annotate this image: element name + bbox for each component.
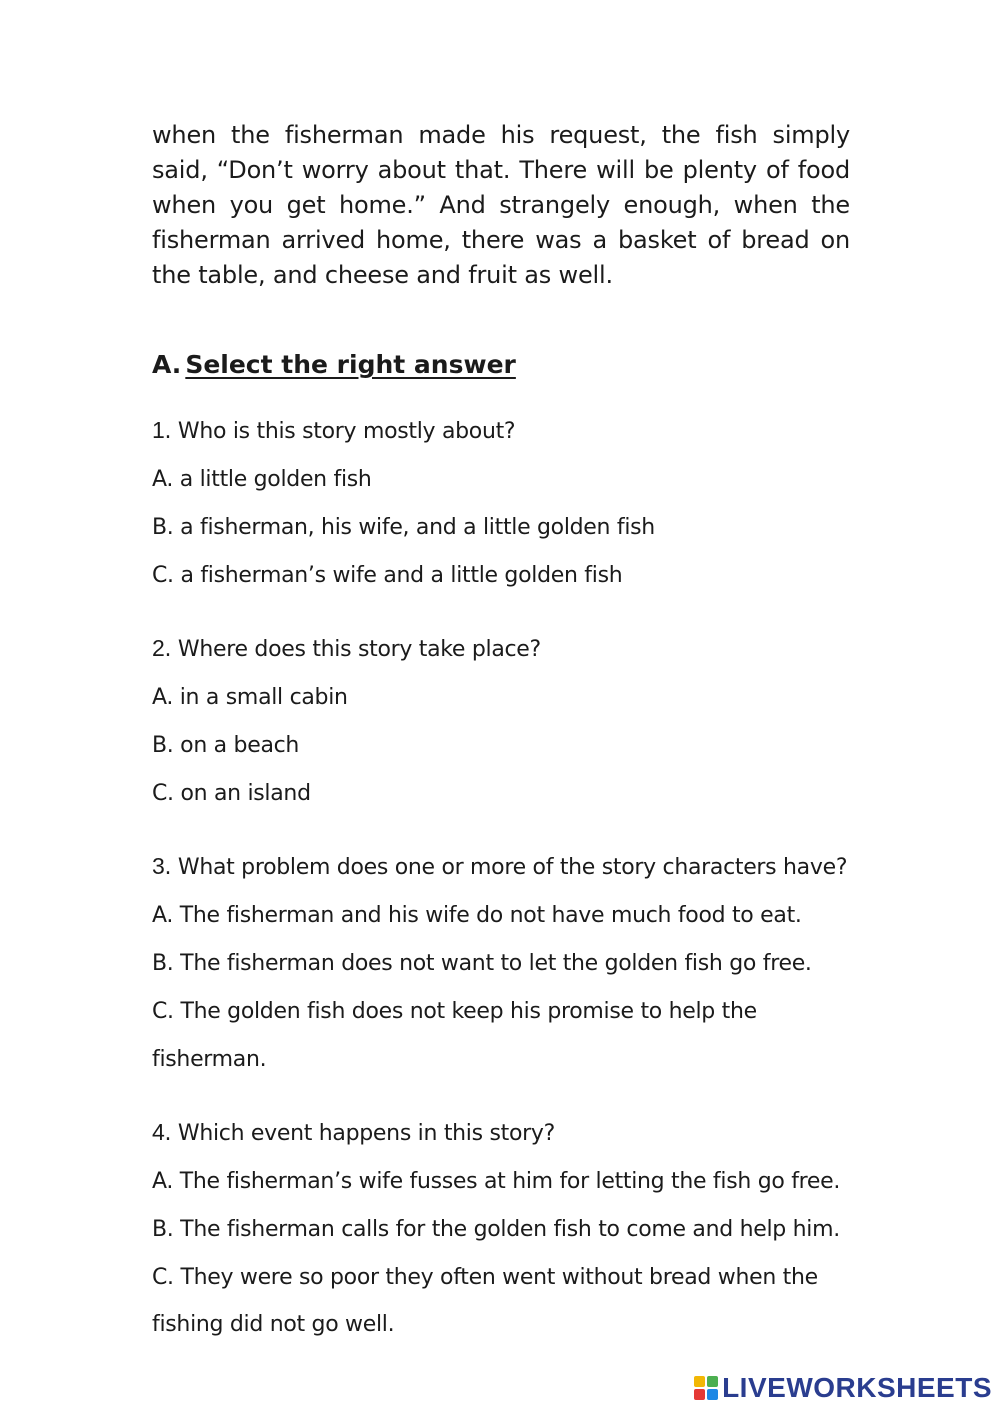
- question-4: [152, 1108, 850, 1348]
- question-number: 4: [152, 1119, 165, 1145]
- answer-option[interactable]: C. a fisherman’s wife and a little golden fish: [152, 563, 623, 588]
- answer-option[interactable]: B. The fisherman does not want to let the golden fish go free.: [152, 951, 812, 976]
- section-title: Select the right answer: [185, 350, 516, 379]
- question-1: [152, 406, 850, 600]
- answer-option[interactable]: B. on a beach: [152, 733, 300, 758]
- answer-option[interactable]: A. a little golden fish: [152, 467, 372, 492]
- question-number: 3: [152, 853, 165, 879]
- question-text: 2. Where does this story take place?: [152, 635, 541, 662]
- section-prefix: A.: [152, 350, 182, 379]
- answer-option[interactable]: B. The fisherman calls for the golden fish to come and help him.: [152, 1217, 840, 1242]
- question-text: 4. Which event happens in this story?: [152, 1119, 555, 1146]
- answer-option[interactable]: A. in a small cabin: [152, 685, 348, 710]
- logo-text: LIVEWORKSHEETS: [722, 1372, 992, 1403]
- answer-option[interactable]: A. The fisherman and his wife do not have much food to eat.: [152, 903, 802, 928]
- answer-option[interactable]: C. The golden fish does not keep his promise to help the fisherman.: [152, 999, 757, 1072]
- logo-square: [707, 1376, 718, 1387]
- logo-square: [707, 1389, 718, 1400]
- liveworksheets-logo: [694, 1371, 992, 1405]
- question-number: 1: [152, 417, 165, 443]
- question-2: [152, 624, 850, 818]
- logo-square: [694, 1389, 705, 1400]
- question-number: 2: [152, 635, 165, 661]
- story-passage: when the fisherman made his request, the fish simply said, “Don’t worry about that. There will be plenty of food when you get home.” And strangely enough, when the fisherman arrived home, there was a basket of bread on the table, and cheese and fruit as well.: [152, 121, 850, 289]
- section-heading: [152, 348, 850, 382]
- answer-option[interactable]: A. The fisherman’s wife fusses at him for letting the fish go free.: [152, 1169, 841, 1194]
- logo-icon: [694, 1376, 718, 1400]
- answer-option[interactable]: C. on an island: [152, 781, 311, 806]
- logo-square: [694, 1376, 705, 1387]
- question-text: 3. What problem does one or more of the story characters have?: [152, 853, 848, 880]
- worksheet-page: [152, 118, 850, 1348]
- answer-option[interactable]: C. They were so poor they often went without bread when the fishing did not go well.: [152, 1265, 818, 1337]
- question-text: 1. Who is this story mostly about?: [152, 417, 516, 444]
- answer-option[interactable]: B. a fisherman, his wife, and a little golden fish: [152, 515, 655, 540]
- question-3: [152, 842, 850, 1084]
